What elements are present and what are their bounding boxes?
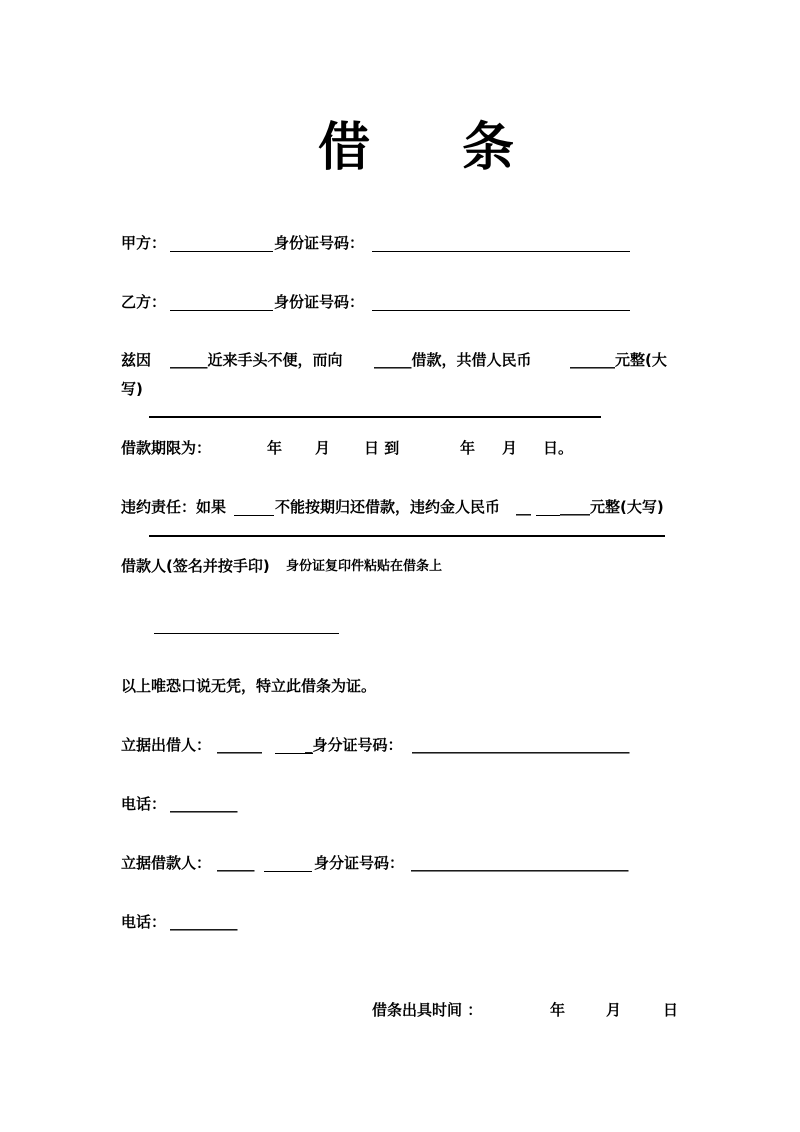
party-b-id-blank bbox=[372, 310, 630, 311]
party-a-id-blank bbox=[372, 251, 630, 252]
term-year-2: 年 bbox=[460, 439, 476, 457]
borrower-id-blank: _____________________________ bbox=[411, 854, 629, 872]
breach-party-blank bbox=[234, 515, 274, 516]
lender-phone-blank: _________ bbox=[170, 795, 238, 813]
lender-blank-1: ______ bbox=[217, 736, 262, 754]
term-day-1: 日 到 bbox=[364, 439, 400, 457]
borrower-phone-blank: _________ bbox=[170, 913, 238, 931]
borrower-label: 立据借款人： bbox=[121, 854, 212, 872]
breach-amount-blank bbox=[536, 515, 560, 516]
signature-blank bbox=[154, 633, 339, 634]
breach-part-1: 违约责任：如果 bbox=[121, 498, 227, 516]
term-label: 借款期限为： bbox=[121, 439, 212, 457]
breach-part-2: 不能按期归还借款，违约金人民币 bbox=[275, 498, 501, 516]
term-month-1: 月 bbox=[315, 439, 331, 457]
term-day-2: 日。 bbox=[543, 439, 574, 457]
borrower-phone-label: 电话： bbox=[121, 913, 167, 931]
lender-phone-label: 电话： bbox=[121, 795, 167, 813]
lender-id-blank: _____________________________ bbox=[412, 736, 630, 754]
reason-part-1: _____近来手头不便，而向 bbox=[170, 351, 343, 369]
borrower-blank-gap bbox=[264, 871, 312, 872]
issue-date-month: 月 bbox=[606, 1001, 622, 1019]
party-a-blank bbox=[170, 251, 273, 252]
lender-label: 立据出借人： bbox=[121, 736, 212, 754]
lender-id-label: _身分证号码： bbox=[305, 736, 403, 754]
issue-date-year: 年 bbox=[550, 1001, 566, 1019]
reason-amount-blank bbox=[149, 416, 601, 418]
reason-part-2: _____借款，共借人民币 bbox=[374, 351, 532, 369]
reason-part-3: ______元整(大 bbox=[570, 351, 667, 369]
borrower-blank-1: _____ bbox=[217, 854, 255, 872]
term-year-1: 年 bbox=[267, 439, 283, 457]
issue-date-label: 借条出具时间 ： bbox=[372, 1001, 483, 1019]
statement: 以上唯恐口说无凭，特立此借条为证。 bbox=[121, 677, 377, 695]
party-b-blank bbox=[170, 310, 273, 311]
party-b-label: 乙方： bbox=[121, 293, 167, 311]
breach-part-3: __ bbox=[516, 498, 531, 516]
id-copy-note: 身份证复印件粘贴在借条上 bbox=[286, 559, 443, 574]
borrower-id-label: 身分证号码： bbox=[314, 854, 405, 872]
party-a-label: 甲方： bbox=[121, 234, 167, 252]
term-month-2: 月 bbox=[502, 439, 518, 457]
title-char-1: 借 bbox=[318, 118, 371, 178]
party-a-id-label: 身份证号码： bbox=[274, 234, 365, 252]
title-char-2: 条 bbox=[462, 118, 515, 178]
borrower-sign-label: 借款人(签名并按手印) bbox=[121, 557, 270, 575]
party-b-id-label: 身份证号码： bbox=[274, 293, 365, 311]
reason-wrap: 写) bbox=[121, 380, 143, 398]
issue-date-day: 日 bbox=[663, 1001, 679, 1019]
reason-prefix: 兹因 bbox=[121, 351, 152, 369]
breach-amount-words-blank bbox=[149, 535, 665, 537]
breach-part-4: ____元整(大写) bbox=[560, 498, 664, 516]
